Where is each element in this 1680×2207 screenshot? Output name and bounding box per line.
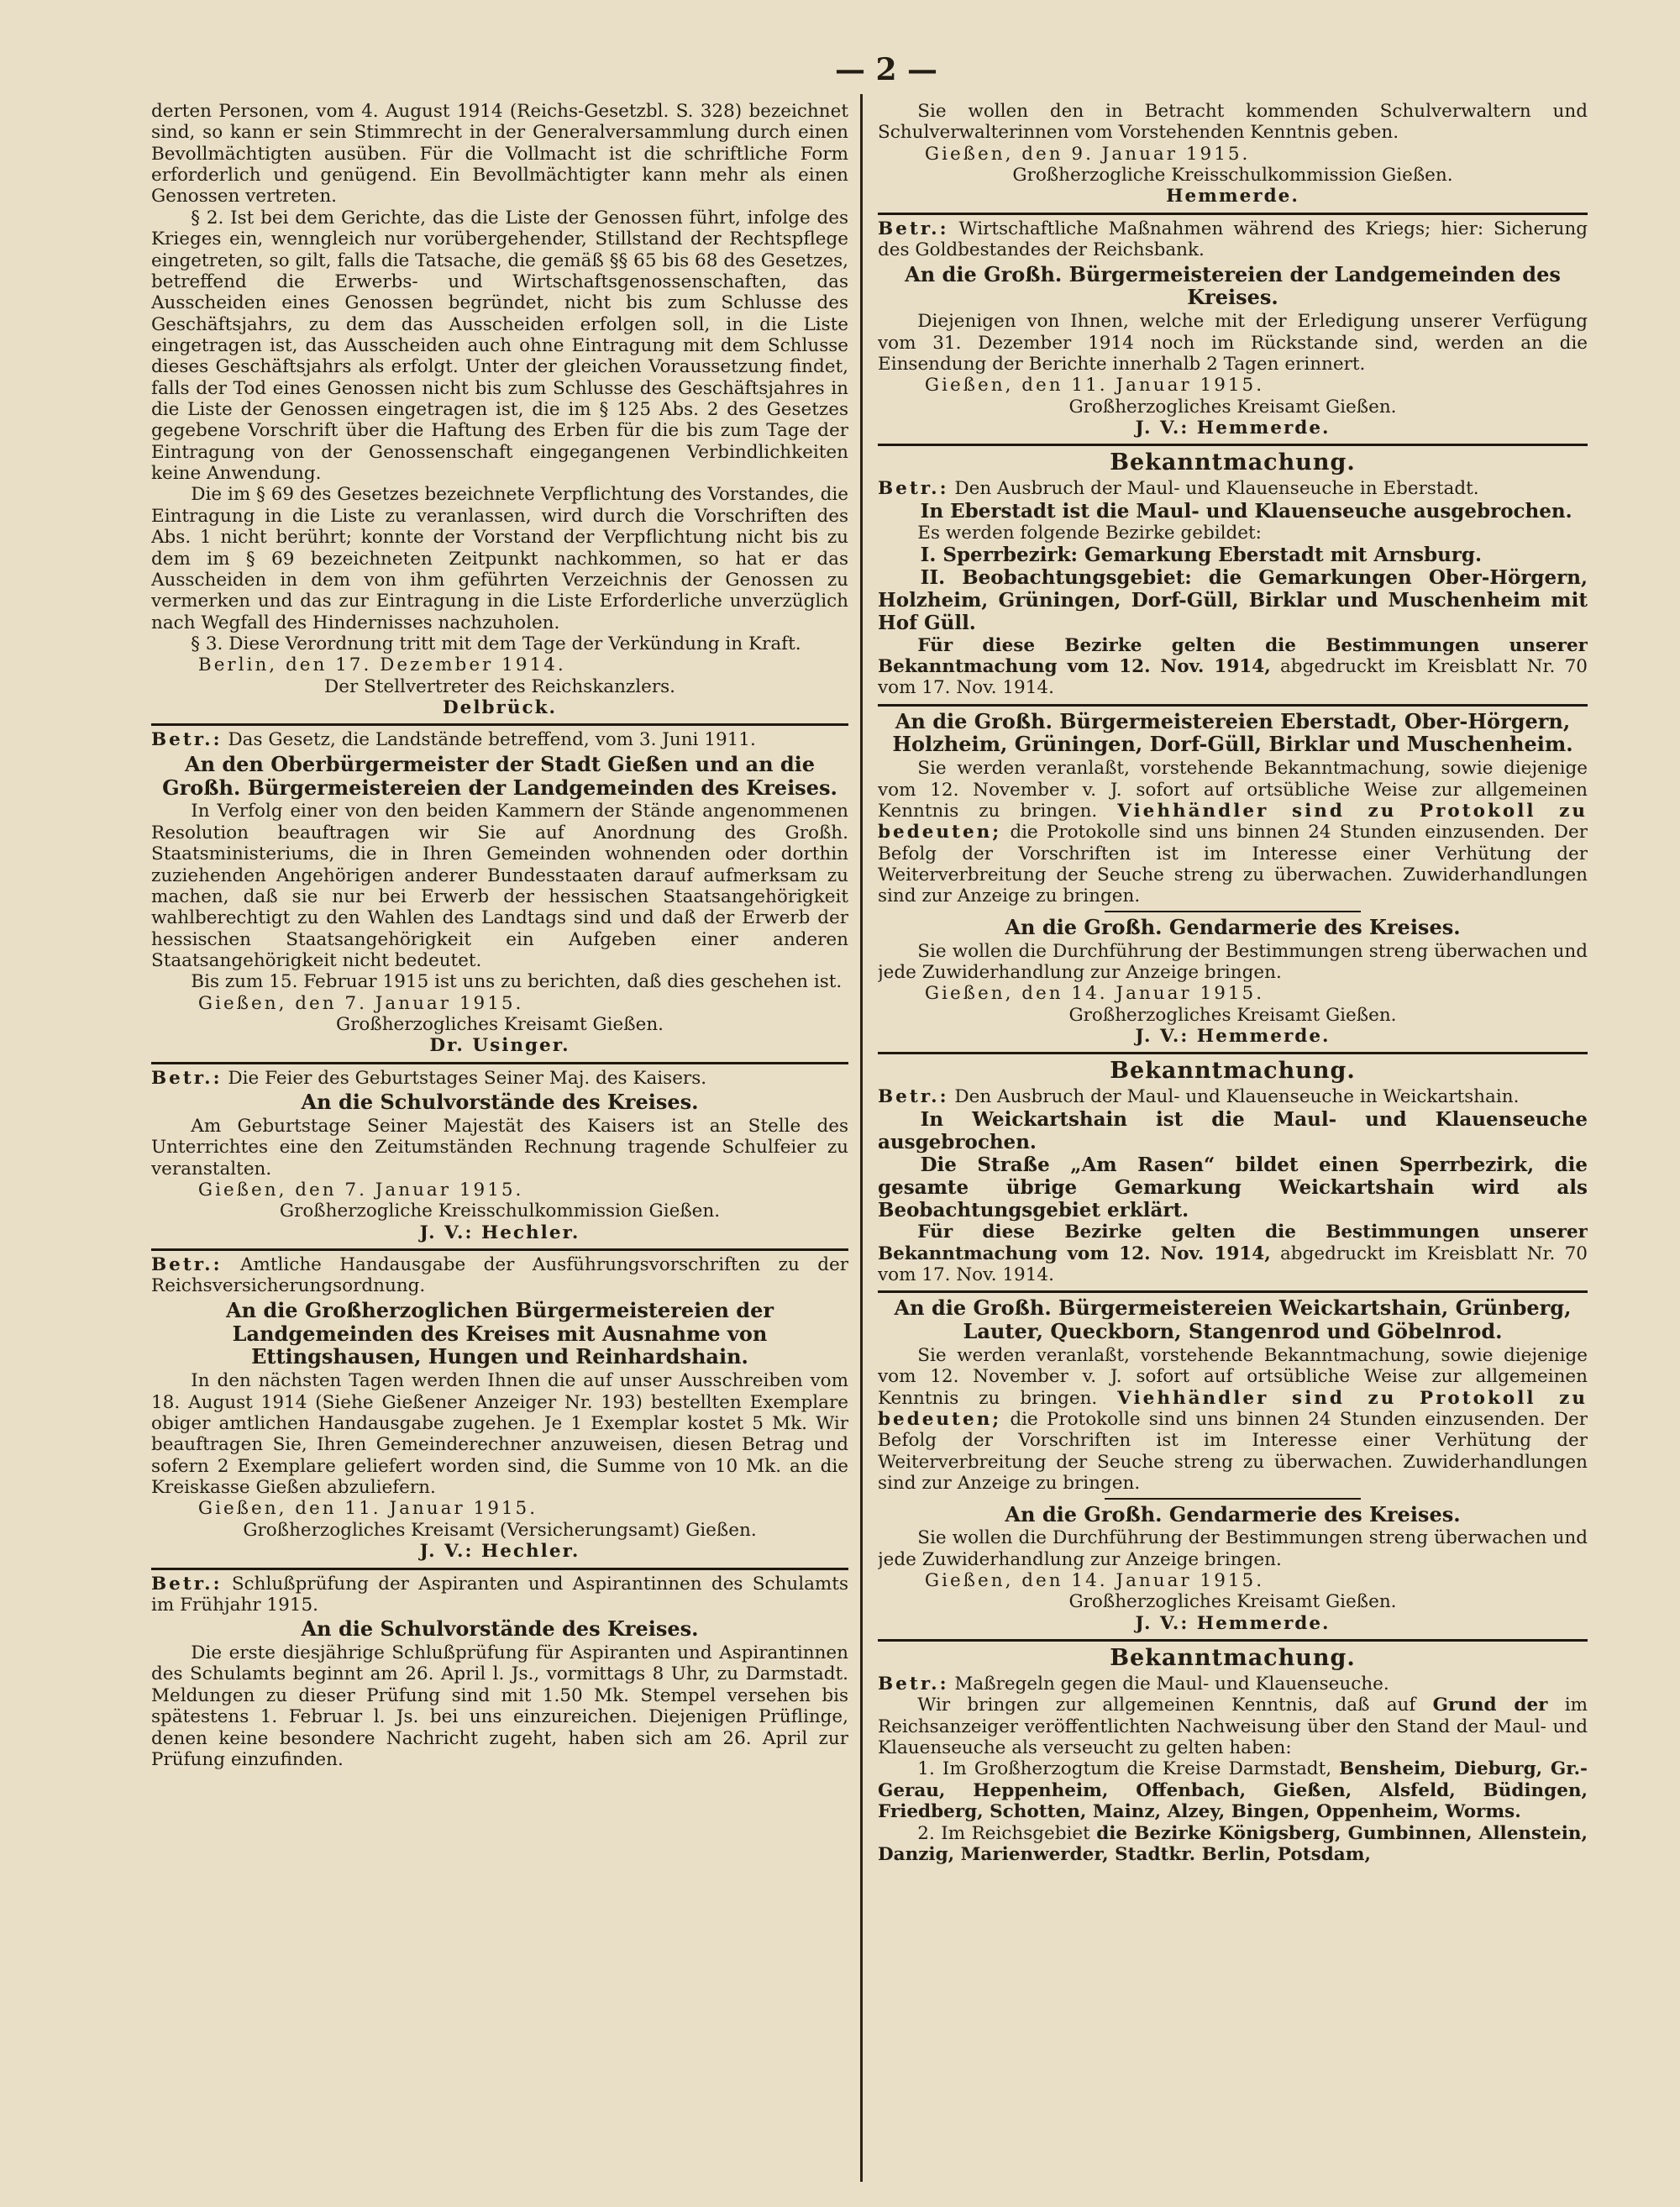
signature: J. V.: Hechler. — [419, 1222, 580, 1243]
paragraph: die Protokolle sind uns binnen 24 Stunden einzusenden. Der Befolg der Vorschriften ist im Interesse einer Verhütung der Weiterverbreitung der Seuche streng zu überwachen. Zuwiderhandlungen sind zur Anzeige zu bringen. — [878, 1409, 1588, 1495]
notice-heading: An die Schulvorstände des Kreises. — [301, 1616, 699, 1642]
betr-subject: Schlußprüfung der Aspiranten und Aspirantinnen des Schulamts im Frühjahr 1915. — [151, 1573, 848, 1616]
notice-eberstadt — [878, 449, 1588, 1047]
rule-reference: Für diese Bezirke gelten die Bestimmungen unserer Bekanntmachung vom 12. Nov. 1914, — [878, 1222, 1588, 1264]
issuing-office: Großherzogliches Kreisamt Gießen. — [1068, 1591, 1397, 1613]
notice-heading: An die Großh. Bürgermeistereien der Landgemeinden des Kreises. — [905, 261, 1561, 310]
signature: Hemmerde. — [1166, 186, 1299, 208]
section-rule — [878, 213, 1588, 215]
paragraph: In Verfolg einer von den beiden Kammern der Stände angenommenen Resolution beauftragen wir Sie auf Anordnung des Großh. Staatsministeriums, die in Ihren Gemeinden wohnenden oder dorthin zuziehenden Angehörigen anderer Bundesstaaten darauf aufmerksam zu machen, daß sie nur bei Erwerb der hessischen Staatsangehörigkeit wahlberechtigt zu den Wahlen des Landtags sind und daß der Erwerb der hessischen Staatsangehörigkeit ein Aufgeben einer anderen Staatsangehörigkeit nicht bedeutet. — [151, 801, 848, 971]
paragraph: Sie werden veranlaßt, vorstehende Bekanntmachung, sowie diejenige vom 12. November v. J. sofort auf ortsübliche Weise zur allgemeinen Kenntnis zu bringen. — [878, 758, 1588, 822]
paragraph: Diejenigen von Ihnen, welche mit der Erledigung unserer Verfügung vom 31. Dezember 1914 noch im Rückstande sind, werden an die Einsendung der Berichte innerhalb 2 Tagen erinnert. — [878, 311, 1588, 375]
bekanntmachung-title: Bekanntmachung. — [1110, 449, 1356, 476]
notice-heading: An die Großh. Bürgermeistereien Weickartshain, Grünberg, Lauter, Queckborn, Stangenrod und Göbelnrod. — [894, 1295, 1572, 1344]
paragraph: im Reichsanzeiger veröffentlichten Nachweisung über den Stand der Maul- und Klauenseuche als verseucht zu gelten haben: — [878, 1695, 1588, 1759]
section-rule — [878, 704, 1588, 707]
section-rule — [151, 1248, 848, 1251]
issuing-office: Großherzogliches Kreisamt (Versicherungsamt) Gießen. — [243, 1519, 757, 1541]
notice-heading: An die Großh. Bürgermeistereien Eberstadt, Ober-Hörgern, Holzheim, Grüningen, Dorf-Güll, Birklar und Muschenheim. — [892, 708, 1573, 757]
betr-label: Betr.: — [878, 1086, 949, 1108]
place-date: Gießen, den 7. Januar 1915. — [197, 992, 524, 1014]
notice-landstaende — [151, 729, 848, 1056]
schulverwalter-continuation — [878, 101, 1588, 208]
place-date: Gießen, den 11. Januar 1915. — [197, 1498, 538, 1520]
list-item: 1. Im Großherzogtum die Kreise Darmstadt, — [917, 1758, 1332, 1780]
notice-heading: An die Schulvorstände des Kreises. — [301, 1090, 699, 1115]
signature: J. V.: Hemmerde. — [1135, 1026, 1331, 1048]
signature: J. V.: Hechler. — [419, 1541, 580, 1563]
paragraph: Bis zum 15. Februar 1915 ist uns zu berichten, daß dies geschehen ist. — [191, 971, 843, 993]
issuing-office: Großherzogliches Kreisamt Gießen. — [335, 1014, 664, 1036]
short-rule — [1105, 1498, 1360, 1500]
district-list: die Bezirke Königsberg, Gumbinnen, Allenstein, Danzig, Marienwerder, Stadtkr. Berlin, Potsdam, — [878, 1822, 1588, 1865]
betr-label: Betr.: — [878, 1673, 949, 1695]
paragraph: derten Personen, vom 4. August 1914 (Reichs-Gesetzbl. S. 328) bezeichnet sind, so kann er sein Stimmrecht in der Generalversammlung durch einen Bevollmächtigten ausüben. Für die Vollmacht ist die schriftliche Form erforderlich und genügend. Ein Bevollmächtigter kann mehr als einen Genossen vertreten. — [151, 101, 848, 208]
place-date: Berlin, den 17. Dezember 1914. — [197, 654, 566, 676]
paragraph: Sie wollen den in Betracht kommenden Schulverwaltern und Schulverwalterinnen vom Vorstehenden Kenntnis geben. — [878, 101, 1588, 144]
notice-goldbestand — [878, 218, 1588, 439]
paragraph: Die erste diesjährige Schlußprüfung für Aspiranten und Aspirantinnen des Schulamts beginnt am 26. April l. Js., vormittags 8 Uhr, zu Darmstadt. Meldungen zu dieser Prüfung sind mit 1.50 Mk. Stempel versehen bis spätestens 1. Februar l. Js. bei uns einzureichen. Diejenigen Prüflinge, denen keine besondere Nachricht zugeht, haben sich am 26. April zur Prüfung einzufinden. — [151, 1642, 848, 1770]
paragraph: § 2. Ist bei dem Gerichte, das die Liste der Genossen führt, infolge des Krieges ein, wenngleich nur vorübergehender, Stillstand der Rechtspflege eingetreten, so gilt, falls die Tatsache, die gemäß §§ 65 bis 68 des Gesetzes, betreffend die Erwerbs- und Wirtschaftsgenossenschaften, das Ausscheiden eines Genossen begründet, nicht bis zum Schlusse des Geschäftsjahrs, zu dem das Ausscheiden erfolgen soll, in die Liste eingetragen ist, das Ausscheiden auch ohne Eintragung mit dem Schlusse dieses Geschäftsjahrs als erfolgt. Unter der gleichen Voraussetzung findet, falls der Tod eines Genossen nicht bis zum Schlusse des Geschäftsjahres in die Liste der Genossen eingetragen ist, die im § 125 Abs. 2 des Gesetzes gegebene Vorschrift über die Haftung des Erben für die bis zum Tage der Eintragung von der Genossenschaft eingegangenen Verbindlichkeiten keine Anwendung. — [151, 207, 848, 485]
district-list: Bensheim, Dieburg, Gr.-Gerau, Heppenheim, Offenbach, Gießen, Alsfeld, Büdingen, Friedberg, Schotten, Mainz, Alzey, Bingen, Oppenheim, Worms. — [878, 1758, 1588, 1823]
section-rule — [151, 723, 848, 726]
issuing-office: Großherzogliches Kreisamt Gießen. — [1068, 1004, 1397, 1026]
column-divider — [860, 94, 863, 2182]
notice-handausgabe — [151, 1254, 848, 1562]
paragraph: Sie wollen die Durchführung der Bestimmungen streng überwachen und jede Zuwiderhandlung zur Anzeige bringen. — [878, 940, 1588, 983]
paragraph: Es werden folgende Bezirke gebildet: — [917, 522, 1262, 544]
emphasis: Grund der — [1432, 1695, 1548, 1716]
kreisblatt-reference: abgedruckt im Kreisblatt Nr. 70 vom 17. Nov. 1914. — [878, 1243, 1588, 1285]
section-rule — [878, 444, 1588, 446]
signature: Delbrück. — [443, 697, 557, 719]
viehhaendler-note: Viehhändler sind zu Protokoll zu bedeuten; — [878, 800, 1588, 843]
sperrbezirk: I. Sperrbezirk: Gemarkung Eberstadt mit Arnsburg. — [920, 544, 1482, 567]
bekanntmachung-title: Bekanntmachung. — [1110, 1058, 1356, 1085]
issuing-office: Der Stellvertreter des Reichskanzlers. — [323, 675, 675, 697]
issuing-office: Großherzogliche Kreisschulkommission Gießen. — [279, 1201, 721, 1222]
betr-label: Betr.: — [878, 218, 949, 239]
paragraph: § 3. Diese Verordnung tritt mit dem Tage der Verkündung in Kraft. — [191, 633, 801, 654]
notice-massregeln — [878, 1645, 1588, 1865]
betr-subject: Die Feier des Geburtstages Seiner Maj. des Kaisers. — [228, 1067, 707, 1089]
paragraph: Die im § 69 des Gesetzes bezeichnete Verpflichtung des Vorstandes, die Eintragung in die Liste zu veranlassen, wird durch die Vorschriften des Abs. 1 nicht berührt; konnte der Vorstand der Verpflichtung nicht bis zu dem im § 69 bezeichneten Zeitpunkt nachkommen, so hat er das Ausscheiden in dem von ihm geführten Verzeichnis der Genossen zu vermerken und das zur Eintragung in die Liste Erforderliche unverzüglich nach Wegfall des Hindernisses nachzuholen. — [151, 484, 848, 633]
sperrbezirk: Die Straße „Am Rasen“ bildet einen Sperrbezirk, die gesamte übrige Gemarkung Weickartshain wird als Beobachtungsgebiet erklärt. — [878, 1153, 1588, 1222]
notice-heading: An den Oberbürgermeister der Stadt Gießen und an die Großh. Bürgermeistereien der Landgemeinden des Kreises. — [162, 751, 837, 800]
paragraph: die Protokolle sind uns binnen 24 Stunden einzusenden. Der Befolg der Vorschriften ist im Interesse einer Verhütung der Weiterverbreitung der Seuche streng zu überwachen. Zuwiderhandlungen sind zur Anzeige zu bringen. — [878, 822, 1588, 907]
issuing-office: Großherzogliches Kreisamt Gießen. — [1068, 396, 1397, 418]
section-rule — [151, 1062, 848, 1064]
signature: J. V.: Hemmerde. — [1135, 1612, 1331, 1634]
outbreak-lead: In Weickartshain ist die Maul- und Klauenseuche ausgebrochen. — [878, 1107, 1588, 1153]
section-rule — [878, 1290, 1588, 1293]
betr-subject: Den Ausbruch der Maul- und Klauenseuche in Eberstadt. — [954, 478, 1479, 500]
notice-heading: An die Großherzoglichen Bürgermeistereien der Landgemeinden des Kreises mit Ausnahme von Ettingshausen, Hungen und Reinhardshain. — [225, 1297, 774, 1369]
paragraph: Wir bringen zur allgemeinen Kenntnis, daß auf — [917, 1695, 1416, 1716]
betr-subject: Wirtschaftliche Maßnahmen während des Kriegs; hier: Sicherung des Goldbestandes der Reichsbank. — [878, 218, 1588, 261]
beobachtungsgebiet: II. Beobachtungsgebiet: die Gemarkungen Ober-Hörgern, Holzheim, Grüningen, Dorf-Güll, Birklar und Muschenheim mit Hof Güll. — [878, 566, 1588, 635]
notice-kaisers-geburtstag — [151, 1068, 848, 1243]
betr-subject: Das Gesetz, die Landstände betreffend, vom 3. Juni 1911. — [228, 729, 756, 751]
section-rule — [878, 1639, 1588, 1642]
betr-label: Betr.: — [151, 729, 223, 751]
paragraph: Sie wollen die Durchführung der Bestimmungen streng überwachen und jede Zuwiderhandlung zur Anzeige bringen. — [878, 1527, 1588, 1570]
viehhaendler-note: Viehhändler sind zu Protokoll zu bedeuten; — [878, 1387, 1588, 1431]
place-date: Gießen, den 14. Januar 1915. — [924, 1570, 1265, 1592]
betr-label: Betr.: — [151, 1067, 223, 1089]
betr-subject: Maßregeln gegen die Maul- und Klauenseuche. — [954, 1673, 1389, 1695]
betr-subject: Amtliche Handausgabe der Ausführungsvorschriften zu der Reichsversicherungsordnung. — [151, 1254, 848, 1297]
betr-label: Betr.: — [151, 1573, 223, 1595]
list-item: 2. Im Reichsgebiet — [917, 1822, 1090, 1844]
place-date: Gießen, den 7. Januar 1915. — [197, 1180, 524, 1201]
paragraph: In den nächsten Tagen werden Ihnen die auf unser Ausschreiben vom 18. August 1914 (Siehe Gießener Anzeiger Nr. 193) bestellten Exemplare obiger amtlichen Handausgabe zugehen. Je 1 Exemplar kostet 5 Mk. Wir beauftragen Sie, Ihren Gemeinderechner anzuweisen, diesen Betrag und sofern 2 Exemplare geliefert worden sind, die Summe von 10 Mk. an die Kreiskasse Gießen abzuliefern. — [151, 1370, 848, 1499]
paragraph: Sie werden veranlaßt, vorstehende Bekanntmachung, sowie diejenige vom 12. November v. J. sofort auf ortsübliche Weise zur allgemeinen Kenntnis zu bringen. — [878, 1344, 1588, 1409]
notice-schlusspruefung — [151, 1574, 848, 1771]
notice-weickartshain — [878, 1058, 1588, 1634]
paragraph: Am Geburtstage Seiner Majestät des Kaisers ist an Stelle des Unterrichtes eine den Zeitumständen Rechnung tragende Schulfeier zu veranstalten. — [151, 1115, 848, 1180]
left-column — [151, 101, 848, 2192]
right-column — [878, 101, 1588, 2192]
place-date: Gießen, den 14. Januar 1915. — [924, 983, 1265, 1005]
outbreak-lead: In Eberstadt ist die Maul- und Klauenseuche ausgebrochen. — [920, 499, 1572, 523]
verordnung-continuation — [151, 101, 848, 718]
notice-heading: An die Großh. Gendarmerie des Kreises. — [1005, 914, 1461, 939]
signature: Dr. Usinger. — [429, 1035, 570, 1057]
section-rule — [878, 1052, 1588, 1054]
kreisblatt-reference: abgedruckt im Kreisblatt Nr. 70 vom 17. Nov. 1914. — [878, 655, 1588, 699]
page-number: — 2 — — [834, 52, 938, 87]
betr-subject: Den Ausbruch der Maul- und Klauenseuche in Weickartshain. — [954, 1086, 1520, 1108]
notice-heading: An die Großh. Gendarmerie des Kreises. — [1005, 1501, 1461, 1527]
short-rule — [1105, 911, 1360, 912]
place-date: Gießen, den 11. Januar 1915. — [924, 375, 1265, 397]
place-date: Gießen, den 9. Januar 1915. — [924, 143, 1251, 165]
issuing-office: Großherzogliche Kreisschulkommission Gießen. — [1012, 165, 1453, 187]
bekanntmachung-title: Bekanntmachung. — [1110, 1645, 1356, 1672]
rule-reference: Für diese Bezirke gelten die Bestimmungen unserer Bekanntmachung vom 12. Nov. 1914, — [878, 634, 1588, 677]
betr-label: Betr.: — [151, 1254, 223, 1276]
section-rule — [151, 1568, 848, 1570]
betr-label: Betr.: — [878, 478, 949, 500]
signature: J. V.: Hemmerde. — [1135, 417, 1331, 439]
